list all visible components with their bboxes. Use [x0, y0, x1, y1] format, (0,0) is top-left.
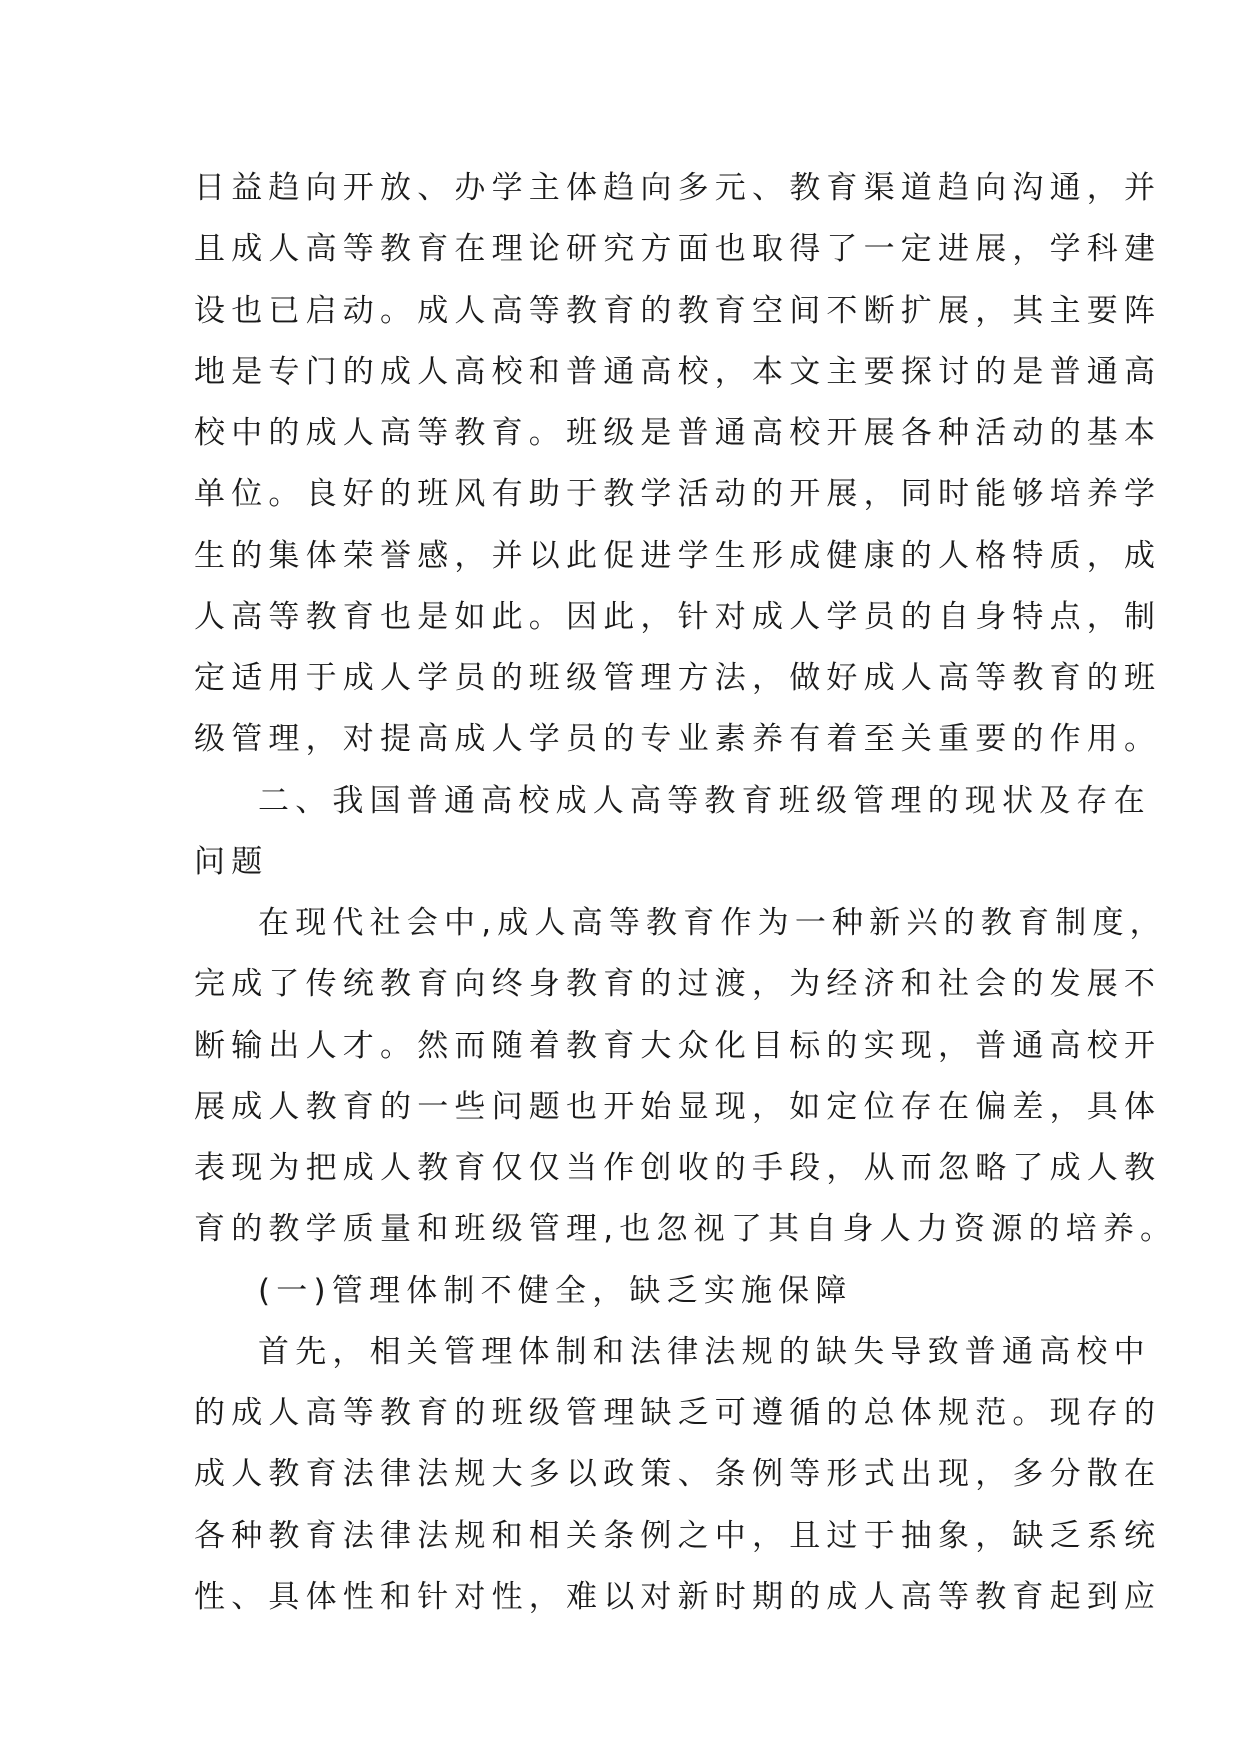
document-body: [194, 158, 1178, 1628]
text-line: 级管理，对提高成人学员的专业素养有着至关重要的作用。: [194, 721, 1162, 758]
text-line: 完成了传统教育向终身教育的过渡，为经济和社会的发展不: [194, 966, 1162, 1003]
text-line: 设也已启动。成人高等教育的教育空间不断扩展，其主要阵: [194, 292, 1162, 329]
text-line: 各种教育法律法规和相关条例之中，且过于抽象，缺乏系统: [194, 1517, 1162, 1554]
section-heading: 二、我国普通高校成人高等教育班级管理的现状及存在: [258, 782, 1151, 819]
subsection-heading: (一)管理体制不健全，缺乏实施保障: [258, 1272, 853, 1309]
text-line: 育的教学质量和班级管理,也忽视了其自身人力资源的培养。: [194, 1211, 1178, 1248]
paragraph-start: 首先，相关管理体制和法律法规的缺失导致普通高校中: [258, 1333, 1151, 1370]
text-line: 地是专门的成人高校和普通高校，本文主要探讨的是普通高: [194, 353, 1162, 390]
text-line: 人高等教育也是如此。因此，针对成人学员的自身特点，制: [194, 598, 1162, 635]
text-line: 性、具体性和针对性，难以对新时期的成人高等教育起到应: [194, 1578, 1162, 1615]
text-line: 日益趋向开放、办学主体趋向多元、教育渠道趋向沟通，并: [194, 170, 1162, 206]
text-line: 定适用于成人学员的班级管理方法，做好成人高等教育的班: [194, 660, 1162, 696]
text-line: 校中的成人高等教育。班级是普通高校开展各种活动的基本: [194, 415, 1162, 451]
paragraph-start: 在现代社会中,成人高等教育作为一种新兴的教育制度，: [258, 905, 1167, 941]
text-line: 表现为把成人教育仅仅当作创收的手段，从而忽略了成人教: [194, 1150, 1162, 1186]
text-line: 且成人高等教育在理论研究方面也取得了一定进展，学科建: [194, 231, 1162, 268]
text-line: 成人教育法律法规大多以政策、条例等形式出现，多分散在: [194, 1456, 1162, 1493]
text-line: 展成人教育的一些问题也开始显现，如定位存在偏差，具体: [194, 1088, 1162, 1125]
text-line: 单位。良好的班风有助于教学活动的开展，同时能够培养学: [194, 476, 1162, 513]
text-line: 生的集体荣誉感，并以此促进学生形成健康的人格特质，成: [194, 537, 1162, 574]
text-line: 的成人高等教育的班级管理缺乏可遵循的总体规范。现存的: [194, 1395, 1162, 1431]
text-line: 断输出人才。然而随着教育大众化目标的实现，普通高校开: [194, 1027, 1162, 1064]
section-heading-continued: 问题: [194, 843, 269, 880]
